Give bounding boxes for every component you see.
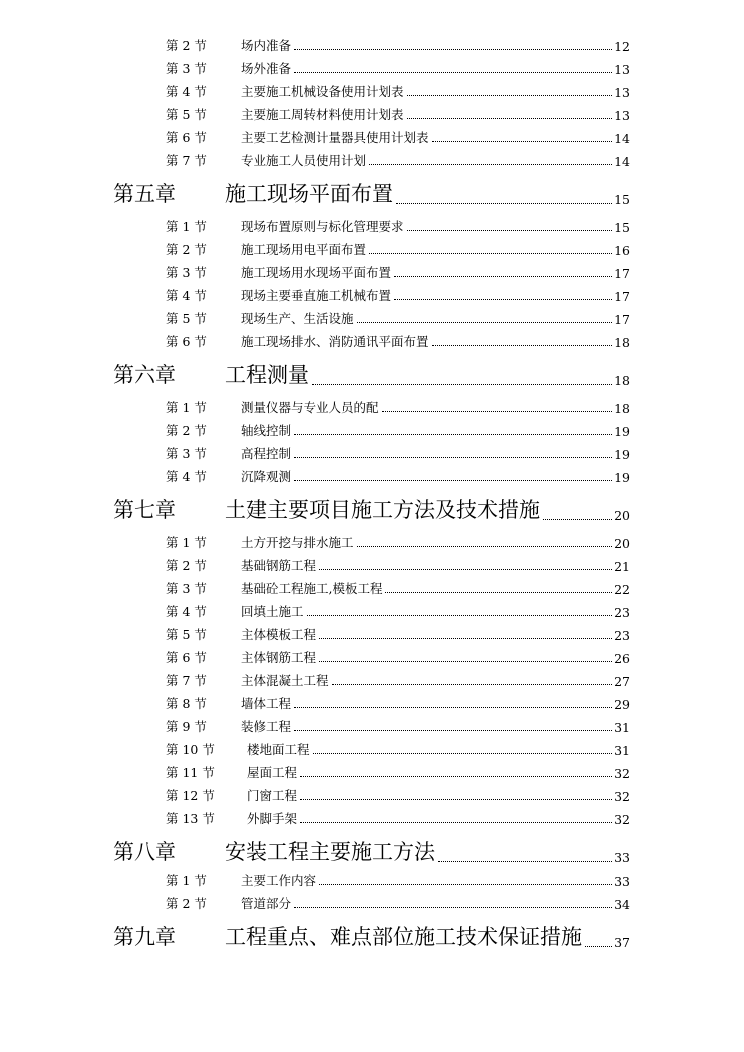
page-number: 18 <box>614 401 630 416</box>
section-number: 第 3 节 <box>166 446 207 461</box>
chapter-title: 安装工程主要施工方法 <box>225 840 435 864</box>
dot-leader <box>432 141 613 142</box>
section-number: 第 6 节 <box>166 334 207 349</box>
section-title: 外脚手架 <box>247 811 298 826</box>
dot-leader <box>394 276 612 277</box>
page-number: 16 <box>614 243 630 258</box>
page-number: 13 <box>614 85 630 100</box>
section-title: 楼地面工程 <box>247 742 310 757</box>
section-title: 装修工程 <box>241 719 292 734</box>
toc-section-entry[interactable] <box>166 648 630 666</box>
dot-leader <box>294 49 612 50</box>
section-number: 第 10 节 <box>166 742 215 757</box>
dot-leader <box>319 638 612 639</box>
toc-chapter-entry[interactable] <box>113 838 630 866</box>
section-number: 第 13 节 <box>166 811 215 826</box>
dot-leader <box>300 799 612 800</box>
toc-section-entry[interactable] <box>166 105 630 123</box>
section-title: 管道部分 <box>241 896 292 911</box>
page-number: 19 <box>614 424 630 439</box>
chapter-number: 第五章 <box>113 182 176 206</box>
dot-leader <box>407 230 613 231</box>
page-number: 21 <box>614 559 630 574</box>
section-title: 高程控制 <box>241 446 292 461</box>
section-number: 第 1 节 <box>166 535 207 550</box>
page-number: 14 <box>614 154 630 169</box>
page-number: 23 <box>614 605 630 620</box>
page-number: 13 <box>614 108 630 123</box>
dot-leader <box>385 592 612 593</box>
toc-section-entry[interactable] <box>166 579 630 597</box>
toc-section-entry[interactable] <box>166 444 630 462</box>
section-number: 第 4 节 <box>166 469 207 484</box>
dot-leader <box>294 457 612 458</box>
toc-section-entry[interactable] <box>166 763 630 781</box>
section-number: 第 3 节 <box>166 581 207 596</box>
toc-section-entry[interactable] <box>166 59 630 77</box>
section-title: 主要施工周转材料使用计划表 <box>241 107 404 122</box>
page-number: 19 <box>614 470 630 485</box>
dot-leader <box>382 411 613 412</box>
chapter-title: 工程重点、难点部位施工技术保证措施 <box>225 925 582 949</box>
toc-section-entry[interactable] <box>166 694 630 712</box>
toc-section-entry[interactable] <box>166 286 630 304</box>
section-number: 第 9 节 <box>166 719 207 734</box>
page-number: 15 <box>614 192 630 207</box>
dot-leader <box>312 384 612 385</box>
section-number: 第 8 节 <box>166 696 207 711</box>
section-number: 第 5 节 <box>166 311 207 326</box>
dot-leader <box>432 345 613 346</box>
page-number: 31 <box>614 743 630 758</box>
toc-section-entry[interactable] <box>166 128 630 146</box>
page-number: 32 <box>614 812 630 827</box>
page-number: 32 <box>614 789 630 804</box>
section-number: 第 4 节 <box>166 84 207 99</box>
toc-section-entry[interactable] <box>166 398 630 416</box>
section-number: 第 3 节 <box>166 61 207 76</box>
section-number: 第 5 节 <box>166 107 207 122</box>
page-number: 17 <box>614 266 630 281</box>
section-title: 施工现场用水现场平面布置 <box>241 265 392 280</box>
page-number: 29 <box>614 697 630 712</box>
section-number: 第 2 节 <box>166 242 207 257</box>
dot-leader <box>357 546 613 547</box>
toc-section-entry[interactable] <box>166 467 630 485</box>
section-number: 第 6 节 <box>166 130 207 145</box>
page-number: 17 <box>614 289 630 304</box>
dot-leader <box>300 776 612 777</box>
dot-leader <box>294 434 612 435</box>
page-number: 27 <box>614 674 630 689</box>
page-number: 12 <box>614 39 630 54</box>
toc-section-entry[interactable] <box>166 894 630 912</box>
page-number: 15 <box>614 220 630 235</box>
section-number: 第 5 节 <box>166 627 207 642</box>
dot-leader <box>396 203 612 204</box>
section-title: 屋面工程 <box>247 765 298 780</box>
page-number: 17 <box>614 312 630 327</box>
toc-section-entry[interactable] <box>166 240 630 258</box>
dot-leader <box>357 322 613 323</box>
chapter-number: 第六章 <box>113 363 176 387</box>
section-title: 门窗工程 <box>247 788 298 803</box>
section-number: 第 3 节 <box>166 265 207 280</box>
section-title: 基础砼工程施工,模板工程 <box>241 581 383 596</box>
section-title: 主要工艺检测计量器具使用计划表 <box>241 130 429 145</box>
page-number: 33 <box>614 850 630 865</box>
toc-section-entry[interactable] <box>166 602 630 620</box>
section-number: 第 4 节 <box>166 604 207 619</box>
toc-section-entry[interactable] <box>166 263 630 281</box>
section-number: 第 1 节 <box>166 219 207 234</box>
page-number: 31 <box>614 720 630 735</box>
toc-section-entry[interactable] <box>166 809 630 827</box>
section-number: 第 1 节 <box>166 400 207 415</box>
chapter-title: 工程测量 <box>225 363 309 387</box>
page-number: 13 <box>614 62 630 77</box>
toc-section-entry[interactable] <box>166 309 630 327</box>
chapter-number: 第八章 <box>113 840 176 864</box>
section-title: 施工现场排水、消防通讯平面布置 <box>241 334 429 349</box>
page-number: 32 <box>614 766 630 781</box>
toc-section-entry[interactable] <box>166 533 630 551</box>
dot-leader <box>294 707 612 708</box>
section-number: 第 12 节 <box>166 788 215 803</box>
page-number: 33 <box>614 874 630 889</box>
toc-section-entry[interactable] <box>166 217 630 235</box>
section-title: 轴线控制 <box>241 423 292 438</box>
chapter-number: 第九章 <box>113 925 176 949</box>
section-title: 施工现场用电平面布置 <box>241 242 367 257</box>
toc-section-entry[interactable] <box>166 36 630 54</box>
section-title: 主要工作内容 <box>241 873 317 888</box>
dot-leader <box>332 684 613 685</box>
page-number: 18 <box>614 373 630 388</box>
toc-section-entry[interactable] <box>166 671 630 689</box>
section-number: 第 2 节 <box>166 38 207 53</box>
page-number: 20 <box>614 536 630 551</box>
section-title: 现场主要垂直施工机械布置 <box>241 288 392 303</box>
section-title: 主体混凝土工程 <box>241 673 329 688</box>
dot-leader <box>294 907 612 908</box>
section-title: 沉降观测 <box>241 469 292 484</box>
section-title: 基础钢筋工程 <box>241 558 317 573</box>
section-title: 测量仪器与专业人员的配 <box>241 400 379 415</box>
toc-section-entry[interactable] <box>166 786 630 804</box>
toc-section-entry[interactable] <box>166 556 630 574</box>
toc-chapter-entry[interactable] <box>113 496 630 524</box>
dot-leader <box>313 753 613 754</box>
section-title: 主体钢筋工程 <box>241 650 317 665</box>
dot-leader <box>543 519 612 520</box>
toc-section-entry[interactable] <box>166 740 630 758</box>
section-number: 第 1 节 <box>166 873 207 888</box>
toc-chapter-entry[interactable] <box>113 180 630 208</box>
section-title: 现场布置原则与标化管理要求 <box>241 219 404 234</box>
toc-chapter-entry[interactable] <box>113 361 630 389</box>
chapter-title: 施工现场平面布置 <box>225 182 393 206</box>
section-number: 第 2 节 <box>166 896 207 911</box>
section-number: 第 11 节 <box>166 765 215 780</box>
section-title: 现场生产、生活设施 <box>241 311 354 326</box>
section-title: 专业施工人员使用计划 <box>241 153 367 168</box>
dot-leader <box>294 480 612 481</box>
dot-leader <box>300 822 612 823</box>
chapter-title: 土建主要项目施工方法及技术措施 <box>225 498 540 522</box>
dot-leader <box>369 253 612 254</box>
section-number: 第 7 节 <box>166 153 207 168</box>
page-number: 14 <box>614 131 630 146</box>
section-title: 回填土施工 <box>241 604 304 619</box>
dot-leader <box>438 861 612 862</box>
section-title: 场外准备 <box>241 61 292 76</box>
toc-section-entry[interactable] <box>166 717 630 735</box>
dot-leader <box>394 299 612 300</box>
dot-leader <box>294 72 612 73</box>
toc-section-entry[interactable] <box>166 625 630 643</box>
section-number: 第 4 节 <box>166 288 207 303</box>
chapter-number: 第七章 <box>113 498 176 522</box>
page-number: 23 <box>614 628 630 643</box>
section-number: 第 6 节 <box>166 650 207 665</box>
dot-leader <box>294 730 612 731</box>
toc-section-entry[interactable] <box>166 421 630 439</box>
page-number: 22 <box>614 582 630 597</box>
dot-leader <box>407 118 613 119</box>
dot-leader <box>407 95 613 96</box>
toc-chapter-entry[interactable] <box>113 923 630 951</box>
page-number: 20 <box>614 508 630 523</box>
section-number: 第 2 节 <box>166 423 207 438</box>
section-number: 第 2 节 <box>166 558 207 573</box>
page-number: 18 <box>614 335 630 350</box>
toc-section-entry[interactable] <box>166 82 630 100</box>
dot-leader <box>307 615 613 616</box>
toc-section-entry[interactable] <box>166 151 630 169</box>
section-number: 第 7 节 <box>166 673 207 688</box>
dot-leader <box>319 569 612 570</box>
dot-leader <box>319 884 612 885</box>
section-title: 场内准备 <box>241 38 292 53</box>
section-title: 主要施工机械设备使用计划表 <box>241 84 404 99</box>
section-title: 土方开挖与排水施工 <box>241 535 354 550</box>
page-number: 37 <box>614 935 630 950</box>
page-number: 34 <box>614 897 630 912</box>
dot-leader <box>585 946 612 947</box>
page-number: 19 <box>614 447 630 462</box>
dot-leader <box>369 164 612 165</box>
section-title: 墙体工程 <box>241 696 292 711</box>
page-number: 26 <box>614 651 630 666</box>
toc-section-entry[interactable] <box>166 332 630 350</box>
section-title: 主体模板工程 <box>241 627 317 642</box>
dot-leader <box>319 661 612 662</box>
toc-section-entry[interactable] <box>166 871 630 889</box>
